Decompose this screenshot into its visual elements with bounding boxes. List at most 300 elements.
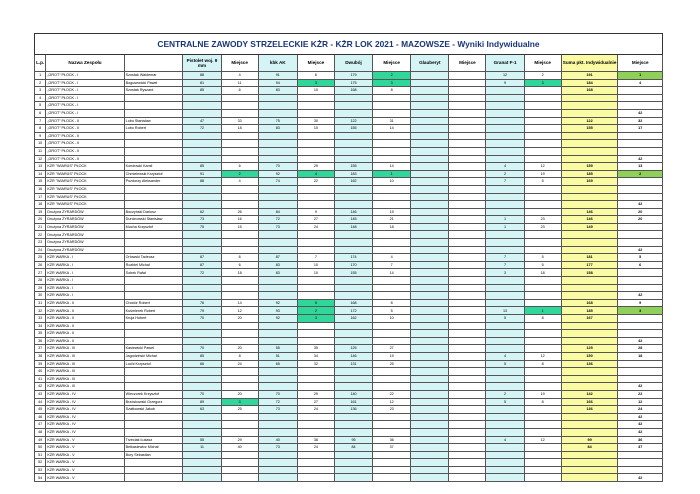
ak-place xyxy=(297,231,334,239)
team-name: KŻR WARKA - II xyxy=(46,307,124,315)
glauberyt-score xyxy=(411,459,449,467)
competitor-name: Mucha Krzysztof xyxy=(124,223,183,231)
row-number: 19 xyxy=(35,208,46,216)
final-place xyxy=(618,140,663,148)
duathlon-place: 8 xyxy=(373,87,411,95)
ak-score: 72 xyxy=(258,216,297,224)
competitor-name xyxy=(124,330,183,338)
row-number: 15 xyxy=(35,178,46,186)
total-score: 166 xyxy=(561,398,618,406)
duathlon-place xyxy=(373,474,411,482)
duathlon-score xyxy=(334,102,372,110)
duathlon-score xyxy=(334,383,372,391)
glauberyt-score xyxy=(411,208,449,216)
grenade-score xyxy=(486,466,524,474)
ak-score xyxy=(258,292,297,300)
final-place: 42 xyxy=(618,474,663,482)
grenade-place: 8 xyxy=(524,398,561,406)
ak-place xyxy=(297,132,334,140)
table-row xyxy=(35,140,663,148)
competitor-name xyxy=(124,375,183,383)
table-row xyxy=(35,307,663,315)
column-header: Miejsce xyxy=(221,55,258,72)
ak-score xyxy=(258,284,297,292)
grenade-score xyxy=(486,94,524,102)
duathlon-place: 19 xyxy=(373,352,411,360)
grenade-score xyxy=(486,147,524,155)
grenade-place: 12 xyxy=(524,436,561,444)
grenade-place xyxy=(524,444,561,452)
ak-score: 83 xyxy=(258,125,297,133)
total-score: 84 xyxy=(561,444,618,452)
final-place: 6 xyxy=(618,261,663,269)
glauberyt-place xyxy=(449,79,486,87)
grenade-score xyxy=(486,102,524,110)
competitor-name: Chodór Robert xyxy=(124,299,183,307)
pistol-place xyxy=(221,140,258,148)
row-number: 29 xyxy=(35,284,46,292)
duathlon-place xyxy=(373,322,411,330)
pistol-score xyxy=(183,94,221,102)
glauberyt-place xyxy=(449,428,486,436)
table-row xyxy=(35,474,663,482)
duathlon-score xyxy=(334,140,372,148)
pistol-score xyxy=(183,375,221,383)
team-name: „GROT” PŁOCK - I xyxy=(46,109,124,117)
pistol-place xyxy=(221,185,258,193)
table-row xyxy=(35,383,663,391)
grenade-score: 4 xyxy=(486,163,524,171)
competitor-name: Trzeciak Łukasz xyxy=(124,436,183,444)
pistol-score: 72 xyxy=(183,125,221,133)
column-header: Pistolet woj. 9 mm xyxy=(183,55,221,72)
pistol-score: 85 xyxy=(183,163,221,171)
pistol-score: 70 xyxy=(183,315,221,323)
competitor-name xyxy=(124,322,183,330)
grenade-score: 7 xyxy=(486,261,524,269)
glauberyt-place xyxy=(449,140,486,148)
team-name: KŻR WARKA - II xyxy=(46,330,124,338)
grenade-score xyxy=(486,125,524,133)
table-row xyxy=(35,352,663,360)
glauberyt-place xyxy=(449,436,486,444)
pistol-score xyxy=(183,246,221,254)
duathlon-place: 25 xyxy=(373,360,411,368)
row-number: 41 xyxy=(35,375,46,383)
competitor-name xyxy=(124,140,183,148)
final-place xyxy=(618,147,663,155)
glauberyt-place xyxy=(449,231,486,239)
final-place: 17 xyxy=(618,125,663,133)
grenade-score: 7 xyxy=(486,254,524,262)
competitor-name: Kruja Hubert xyxy=(124,315,183,323)
column-header: Suma pkt. Indywidualnie xyxy=(561,55,618,72)
team-name: „GROT” PŁOCK - II xyxy=(46,140,124,148)
pistol-score: 91 xyxy=(183,170,221,178)
duathlon-place xyxy=(373,428,411,436)
table-row xyxy=(35,87,663,95)
table-row xyxy=(35,185,663,193)
duathlon-score xyxy=(334,193,372,201)
glauberyt-score xyxy=(411,201,449,209)
team-name: KŻR "WIARUS" PŁOCK xyxy=(46,163,124,171)
column-header: Miejsce xyxy=(373,55,411,72)
table-row xyxy=(35,246,663,254)
ak-score xyxy=(258,201,297,209)
glauberyt-place xyxy=(449,155,486,163)
table-row xyxy=(35,292,663,300)
duathlon-place: 8 xyxy=(373,299,411,307)
competitor-name xyxy=(124,459,183,467)
ak-place xyxy=(297,246,334,254)
glauberyt-score xyxy=(411,132,449,140)
ak-place xyxy=(297,375,334,383)
duathlon-score: 183 xyxy=(334,170,372,178)
column-header: Dwubój xyxy=(334,55,372,72)
grenade-score xyxy=(486,292,524,300)
duathlon-place xyxy=(373,451,411,459)
pistol-place: 4 xyxy=(221,178,258,186)
row-number: 12 xyxy=(35,155,46,163)
competitor-name xyxy=(124,185,183,193)
glauberyt-score xyxy=(411,466,449,474)
row-number: 7 xyxy=(35,117,46,125)
final-place: 42 xyxy=(618,246,663,254)
ak-score: 40 xyxy=(258,436,297,444)
ak-place: 38 xyxy=(297,436,334,444)
glauberyt-score xyxy=(411,299,449,307)
table-row xyxy=(35,451,663,459)
glauberyt-place xyxy=(449,390,486,398)
team-name: KŻR WARKA - V xyxy=(46,444,124,452)
pistol-place xyxy=(221,337,258,345)
ak-score: 72 xyxy=(258,398,297,406)
grenade-place: 19 xyxy=(524,170,561,178)
ak-place xyxy=(297,239,334,247)
row-number: 1 xyxy=(35,72,46,80)
team-name: KŻR WARKA - II xyxy=(46,337,124,345)
duathlon-score: 170 xyxy=(334,261,372,269)
grenade-score: 5 xyxy=(486,315,524,323)
table-row xyxy=(35,413,663,421)
duathlon-score xyxy=(334,246,372,254)
team-name: „GROT” PŁOCK - I xyxy=(46,79,124,87)
glauberyt-score xyxy=(411,390,449,398)
pistol-place: 11 xyxy=(221,79,258,87)
duathlon-place: 1 xyxy=(373,170,411,178)
table-row xyxy=(35,163,663,171)
total-score xyxy=(561,375,618,383)
pistol-score xyxy=(183,466,221,474)
ak-score: 51 xyxy=(258,352,297,360)
competitor-name: Puzdorzy Aleksander xyxy=(124,178,183,186)
ak-score xyxy=(258,459,297,467)
ak-place xyxy=(297,201,334,209)
duathlon-score xyxy=(334,147,372,155)
row-number: 51 xyxy=(35,451,46,459)
final-place xyxy=(618,277,663,285)
glauberyt-score xyxy=(411,216,449,224)
grenade-place xyxy=(524,474,561,482)
duathlon-score: 174 xyxy=(334,254,372,262)
grenade-place xyxy=(524,94,561,102)
table-row xyxy=(35,375,663,383)
total-score: 142 xyxy=(561,390,618,398)
final-place: 12 xyxy=(618,398,663,406)
grenade-place: 18 xyxy=(524,269,561,277)
duathlon-place: 3 xyxy=(373,79,411,87)
pistol-score xyxy=(183,201,221,209)
total-score: 167 xyxy=(561,315,618,323)
grenade-place xyxy=(524,155,561,163)
team-name: Drużyna ŻYRARDÓW xyxy=(46,239,124,247)
final-place xyxy=(618,284,663,292)
glauberyt-place xyxy=(449,277,486,285)
glauberyt-score xyxy=(411,155,449,163)
pistol-place xyxy=(221,459,258,467)
team-name: KŻR "WIARUS" PŁOCK xyxy=(46,170,124,178)
final-place: 42 xyxy=(618,413,663,421)
competitor-name: Kasiewicki Paweł xyxy=(124,345,183,353)
ak-score xyxy=(258,277,297,285)
total-score xyxy=(561,147,618,155)
duathlon-score: 155 xyxy=(334,269,372,277)
row-number: 20 xyxy=(35,216,46,224)
duathlon-place xyxy=(373,383,411,391)
row-number: 34 xyxy=(35,322,46,330)
competitor-name: Brzóskowski Grzegorz xyxy=(124,398,183,406)
grenade-score xyxy=(486,345,524,353)
duathlon-score xyxy=(334,474,372,482)
table-row xyxy=(35,132,663,140)
table-row xyxy=(35,406,663,414)
final-place xyxy=(618,185,663,193)
grenade-score xyxy=(486,185,524,193)
glauberyt-score xyxy=(411,79,449,87)
pistol-place xyxy=(221,368,258,376)
final-place xyxy=(618,87,663,95)
table-row xyxy=(35,360,663,368)
pistol-place: 6 xyxy=(221,261,258,269)
duathlon-score xyxy=(334,375,372,383)
grenade-place: 5 xyxy=(524,261,561,269)
competitor-name: Bogusewicki Paweł xyxy=(124,79,183,87)
total-score: 136 xyxy=(561,406,618,414)
glauberyt-place xyxy=(449,193,486,201)
final-place xyxy=(618,178,663,186)
team-name: KŻR WARKA - III xyxy=(46,352,124,360)
ak-score xyxy=(258,375,297,383)
duathlon-place xyxy=(373,185,411,193)
ak-score: 70 xyxy=(258,390,297,398)
duathlon-score xyxy=(334,292,372,300)
ak-score: 92 xyxy=(258,315,297,323)
final-place xyxy=(618,315,663,323)
duathlon-place: 5 xyxy=(373,307,411,315)
team-name: KŻR WARKA - IV xyxy=(46,398,124,406)
grenade-score xyxy=(486,117,524,125)
duathlon-score xyxy=(334,231,372,239)
ak-place xyxy=(297,368,334,376)
pistol-score xyxy=(183,284,221,292)
row-number: 47 xyxy=(35,421,46,429)
final-place xyxy=(618,231,663,239)
total-score xyxy=(561,132,618,140)
glauberyt-place xyxy=(449,345,486,353)
team-name: KŻR "WIARUS" PŁOCK xyxy=(46,201,124,209)
total-score xyxy=(561,421,618,429)
final-place: 32 xyxy=(618,117,663,125)
team-name: KŻR WARKA - I xyxy=(46,269,124,277)
team-name: „GROT” PŁOCK - I xyxy=(46,87,124,95)
row-number: 18 xyxy=(35,201,46,209)
pistol-score: 85 xyxy=(183,352,221,360)
final-place: 28 xyxy=(618,345,663,353)
grenade-score xyxy=(486,299,524,307)
final-place: 18 xyxy=(618,352,663,360)
glauberyt-place xyxy=(449,330,486,338)
grenade-place: 3 xyxy=(524,79,561,87)
glauberyt-score xyxy=(411,193,449,201)
glauberyt-score xyxy=(411,109,449,117)
grenade-score xyxy=(486,87,524,95)
duathlon-score xyxy=(334,413,372,421)
competitor-name: Durcinowski Stanisław xyxy=(124,216,183,224)
grenade-score xyxy=(486,322,524,330)
pistol-place: 26 xyxy=(221,208,258,216)
row-number: 53 xyxy=(35,466,46,474)
pistol-score xyxy=(183,155,221,163)
ak-place xyxy=(297,147,334,155)
glauberyt-place xyxy=(449,201,486,209)
duathlon-score xyxy=(334,155,372,163)
glauberyt-score xyxy=(411,94,449,102)
total-score: 168 xyxy=(561,299,618,307)
grenade-score xyxy=(486,155,524,163)
grenade-score xyxy=(486,413,524,421)
pistol-score xyxy=(183,368,221,376)
ak-score xyxy=(258,239,297,247)
duathlon-score xyxy=(334,322,372,330)
pistol-place: 24 xyxy=(221,360,258,368)
ak-place: 30 xyxy=(297,117,334,125)
pistol-score: 72 xyxy=(183,269,221,277)
ak-score xyxy=(258,368,297,376)
duathlon-score: 148 xyxy=(334,223,372,231)
glauberyt-score xyxy=(411,421,449,429)
pistol-place: 25 xyxy=(221,406,258,414)
ak-score xyxy=(258,413,297,421)
glauberyt-place xyxy=(449,322,486,330)
table-row xyxy=(35,201,663,209)
pistol-score: 81 xyxy=(183,79,221,87)
grenade-score xyxy=(486,231,524,239)
pistol-place: 29 xyxy=(221,436,258,444)
ak-place: 27 xyxy=(297,398,334,406)
grenade-place xyxy=(524,208,561,216)
grenade-score: 5 xyxy=(486,360,524,368)
team-name: KŻR WARKA - V xyxy=(46,459,124,467)
team-name: KŻR "WIARUS" PŁOCK xyxy=(46,193,124,201)
final-place xyxy=(618,368,663,376)
glauberyt-place xyxy=(449,337,486,345)
pistol-score: 55 xyxy=(183,436,221,444)
grenade-score xyxy=(486,428,524,436)
pistol-place: 40 xyxy=(221,444,258,452)
row-number: 2 xyxy=(35,79,46,87)
total-score xyxy=(561,451,618,459)
row-number: 24 xyxy=(35,246,46,254)
team-name: KŻR WARKA - IV xyxy=(46,428,124,436)
ak-place xyxy=(297,413,334,421)
table-row xyxy=(35,398,663,406)
grenade-place: 19 xyxy=(524,390,561,398)
total-score xyxy=(561,383,618,391)
grenade-place xyxy=(524,246,561,254)
duathlon-score xyxy=(334,277,372,285)
total-score xyxy=(561,246,618,254)
ak-score xyxy=(258,109,297,117)
table-row xyxy=(35,459,663,467)
grenade-score: 5 xyxy=(486,398,524,406)
table-row xyxy=(35,421,663,429)
glauberyt-place xyxy=(449,383,486,391)
grenade-score xyxy=(486,132,524,140)
column-header: L.p. xyxy=(35,55,46,72)
team-name: KŻR WARKA - II xyxy=(46,299,124,307)
ak-place xyxy=(297,337,334,345)
total-score xyxy=(561,330,618,338)
duathlon-place xyxy=(373,368,411,376)
duathlon-place xyxy=(373,421,411,429)
glauberyt-score xyxy=(411,451,449,459)
pistol-place: 16 xyxy=(221,216,258,224)
glauberyt-score xyxy=(411,102,449,110)
team-name: Drużyna ŻYRARDÓW xyxy=(46,231,124,239)
grenade-score xyxy=(486,383,524,391)
glauberyt-score xyxy=(411,231,449,239)
duathlon-place xyxy=(373,459,411,467)
ak-score: 94 xyxy=(258,79,297,87)
duathlon-score: 179 xyxy=(334,72,372,80)
total-score xyxy=(561,94,618,102)
glauberyt-place xyxy=(449,352,486,360)
glauberyt-score xyxy=(411,178,449,186)
pistol-score: 70 xyxy=(183,345,221,353)
duathlon-score: 168 xyxy=(334,87,372,95)
ak-place: 22 xyxy=(297,178,334,186)
ak-score: 87 xyxy=(258,254,297,262)
grenade-score xyxy=(486,277,524,285)
total-score: 185 xyxy=(561,170,618,178)
team-name: „GROT” PŁOCK - II xyxy=(46,117,124,125)
competitor-name xyxy=(124,102,183,110)
grenade-score xyxy=(486,140,524,148)
column-header: Nazwa Zespołu xyxy=(46,55,124,72)
duathlon-place: 4 xyxy=(373,254,411,262)
ak-place: 29 xyxy=(297,390,334,398)
team-name: „GROT” PŁOCK - II xyxy=(46,132,124,140)
table-row xyxy=(35,193,663,201)
total-score xyxy=(561,466,618,474)
grenade-place xyxy=(524,185,561,193)
pistol-place: 2 xyxy=(221,170,258,178)
team-name: KŻR WARKA - II xyxy=(46,322,124,330)
ak-score xyxy=(258,246,297,254)
duathlon-score: 155 xyxy=(334,125,372,133)
grenade-score xyxy=(486,284,524,292)
pistol-score xyxy=(183,102,221,110)
